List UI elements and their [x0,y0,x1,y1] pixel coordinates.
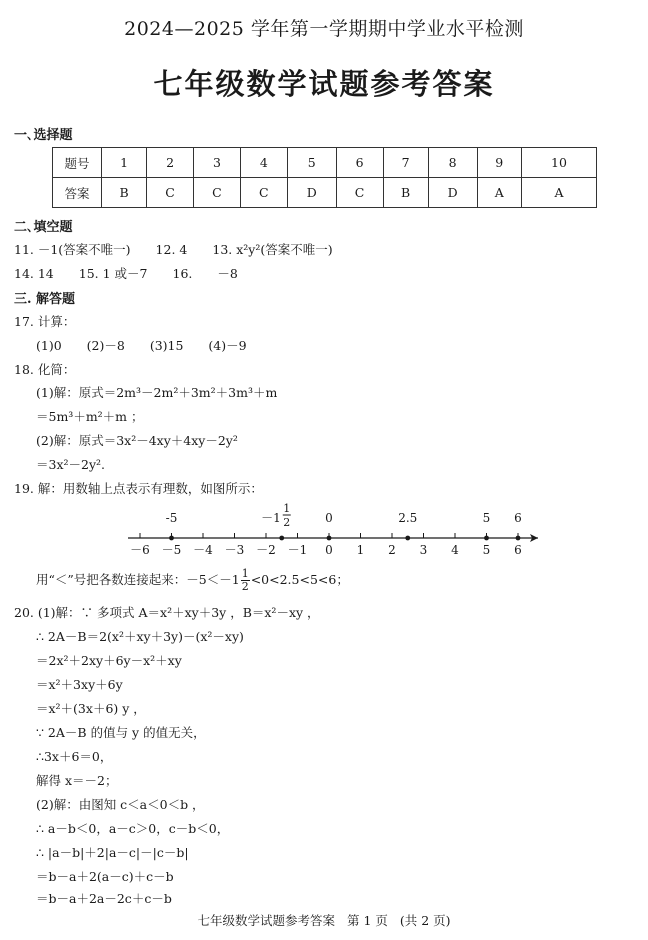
data-point [516,536,521,541]
point-label: 2.5 [398,511,418,525]
q20-line: 20. (1)解：∵ 多项式 A＝x²＋xy＋3y ，B＝x²－xy ， [14,605,320,620]
table-cell-answer: C [240,178,287,208]
number-line-svg [120,497,550,565]
table-cell-label: 答案 [53,178,102,208]
table-cell-answer: B [102,178,147,208]
exam-title: 2024—2025 学年第一学期期中学业水平检测 [124,18,524,40]
footer-title: 七年级数学试题参考答案 [197,913,335,928]
table-cell-answer: C [194,178,241,208]
footer-total-pages: (共 2 页) [399,913,451,928]
tick-label: 2 [388,543,396,557]
document-title: 七年级数学试题参考答案 [153,67,495,101]
q20-line: ∴ 2A－B＝2(x²＋xy＋3y)－(x²－xy) [36,629,244,644]
table-cell-answer: A [521,178,596,208]
q18-line: (2)解：原式＝3x²－4xy＋4xy－2y² [36,433,238,448]
q19-title: 19. 解：用数轴上点表示有理数，如图所示： [14,481,263,496]
q18-line: ＝5m³＋m²＋m ； [36,409,144,424]
q18-title: 18. 化简： [14,362,76,377]
table-cell-number: 5 [287,148,336,178]
q20-line: ∵ 2A－B 的值与 y 的值无关， [36,725,206,740]
table-cell-number: 3 [194,148,241,178]
mixed-fraction [241,568,250,593]
fraction-numerator: 1 [241,567,249,580]
tick-label: 6 [514,543,522,557]
fraction-denominator: 2 [283,516,291,529]
fraction-denominator: 2 [241,580,249,593]
q20-line: ＝x²＋(3x＋6) y ， [36,701,146,716]
table-cell-label: 题号 [53,148,102,178]
q20-line: ∴ |a－b|＋2|a－c|－|c－b| [36,845,189,860]
tick-label: －2 [256,543,276,557]
fill-answers-line-2: 14. 14 15. 1 或－7 16. －8 [14,266,238,281]
q19-order-prefix: 用“＜”号把各数连接起来：－5＜－1 [36,572,240,587]
table-cell-answer: A [477,178,521,208]
tick-label: －6 [130,543,150,557]
tick-label: 4 [451,543,459,557]
q20-line: ＝b－a＋2a－2c＋c－b [36,891,172,906]
q19-order-tail: <0<2.5<5<6； [250,572,349,587]
data-point [405,536,410,541]
table-cell-number: 4 [240,148,287,178]
table-cell-answer: D [287,178,336,208]
data-point [327,536,332,541]
tick-label: －4 [193,543,213,557]
page-footer [0,911,648,929]
table-cell-number: 2 [147,148,194,178]
table-cell-number: 10 [521,148,596,178]
table-cell-answer: B [383,178,428,208]
footer-page-number: 第 1 页 [346,913,388,928]
tick-label: 5 [482,543,491,557]
table-cell-number: 8 [428,148,477,178]
section-heading-choice: 一､选择题 [14,128,73,143]
q18-line: (1)解：原式＝2m³－2m²＋3m²＋3m³＋m [36,385,278,400]
q17-answers: (1)0 (2)－8 (3)15 (4)－9 [36,338,247,353]
table-cell-number: 1 [102,148,147,178]
q19-order-line [36,568,349,593]
q18-line: ＝3x²－2y². [36,457,106,472]
tick-label: －1 [287,543,308,557]
tick-label: －3 [224,543,245,557]
q20-line: (2)解：由图知 c＜a＜0＜b ， [36,797,205,812]
table-cell-answer: D [428,178,477,208]
table-cell-number: 7 [383,148,428,178]
fraction-numerator: 1 [283,502,291,515]
q20-line: ＝b－a＋2(a－c)＋c－b [36,869,174,884]
table-row-answers [53,178,597,208]
answer-table [52,147,597,208]
point-label: 0 [325,511,333,525]
data-point [484,536,489,541]
table-row-numbers [53,148,597,178]
q20-line: ∴3x＋6＝0， [36,749,113,764]
table-cell-number: 6 [336,148,383,178]
tick-label: 1 [356,543,365,557]
tick-label: －5 [161,543,182,557]
point-label: 5 [482,511,491,525]
tick-label: 3 [419,543,428,557]
point-label: -5 [165,511,178,525]
q20-line: ＝x²＋3xy＋6y [36,677,123,692]
data-point [279,536,284,541]
section-heading-fill: 二､填空题 [14,220,73,235]
q17-title: 17. 计算： [14,314,76,329]
section-heading-solve: 三. 解答题 [14,292,76,307]
q20-line: ∴ a－b＜0，a－c＞0，c－b＜0， [36,821,230,836]
q20-line: 解得 x＝－2； [36,773,118,788]
q20-line: ＝2x²＋2xy＋6y－x²＋xy [36,653,182,668]
fill-answers-line-1: 11. －1(答案不唯一) 12. 4 13. x²y²(答案不唯一) [14,242,333,257]
tick-label: 0 [325,543,333,557]
data-point [169,536,174,541]
number-line-figure [120,497,550,565]
point-label: －1 [261,511,281,525]
table-cell-answer: C [147,178,194,208]
table-cell-answer: C [336,178,383,208]
point-label: 6 [514,511,522,525]
table-cell-number: 9 [477,148,521,178]
